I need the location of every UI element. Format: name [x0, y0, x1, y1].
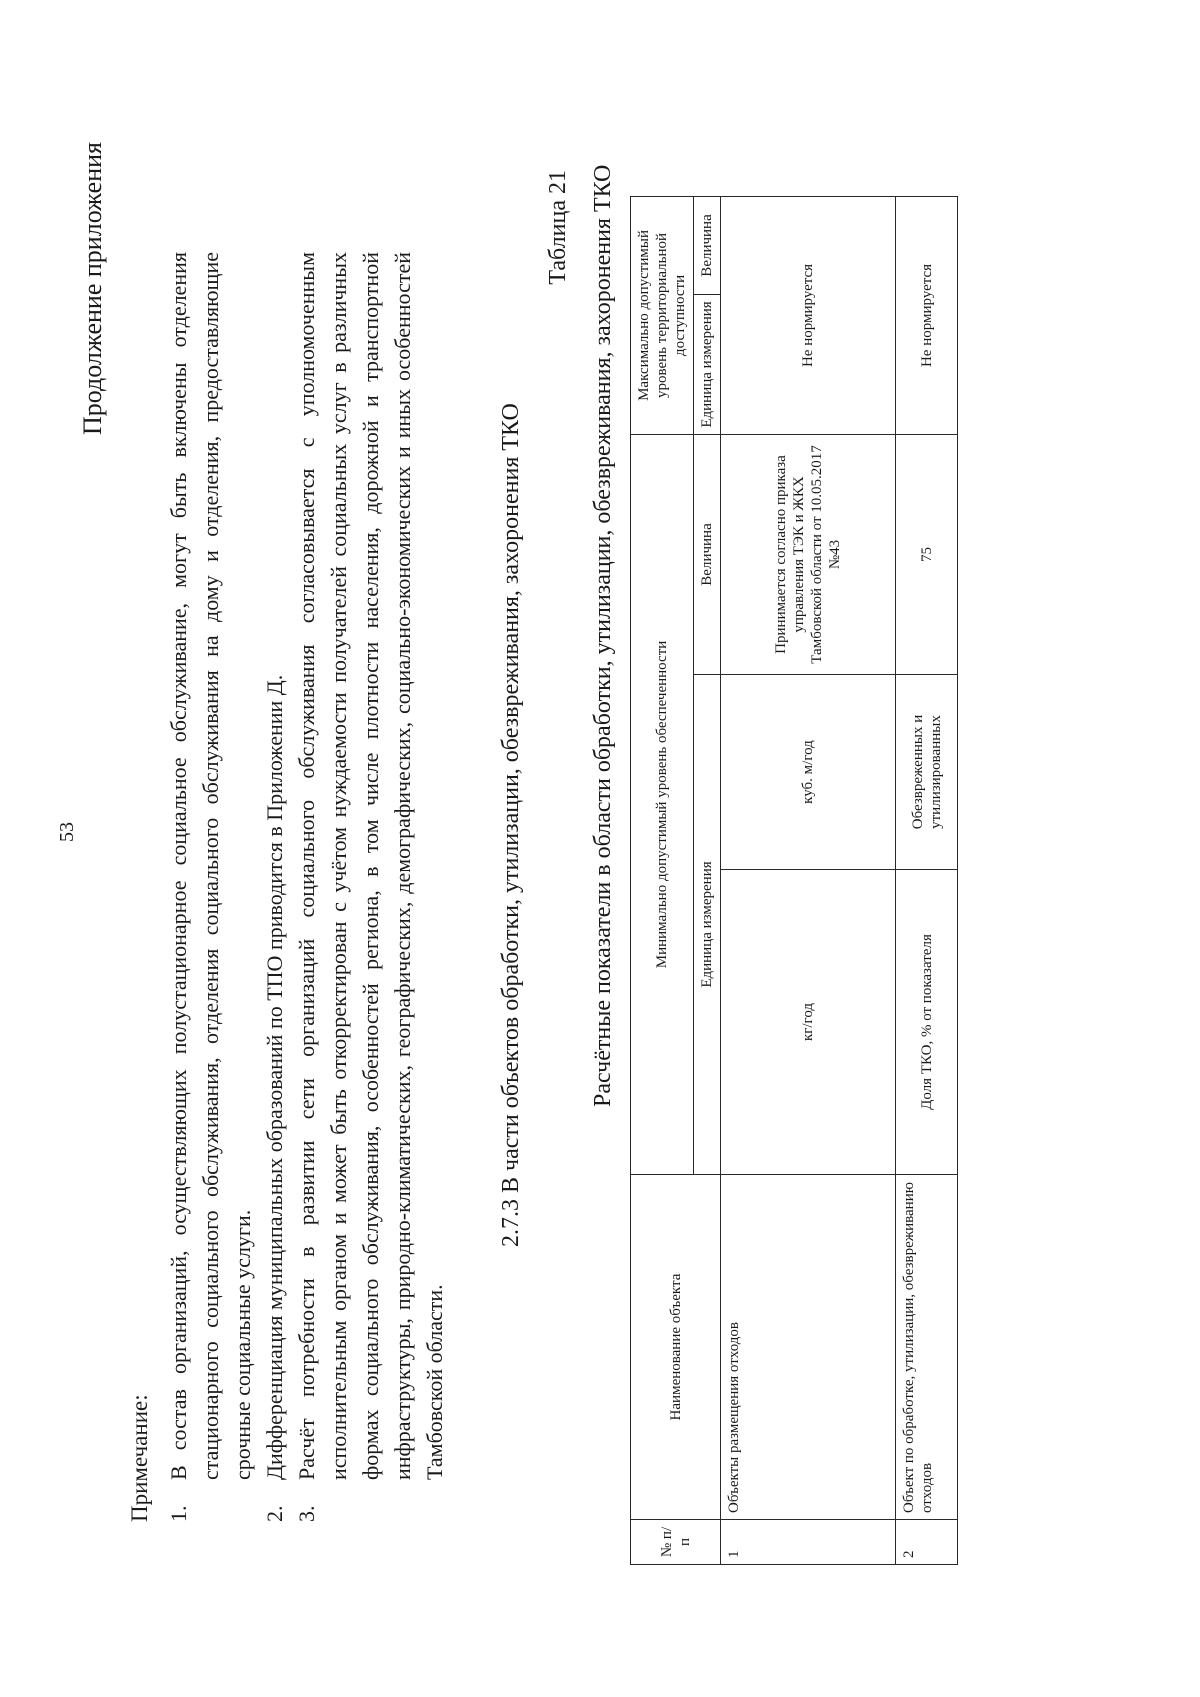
note-number: 2.	[262, 1505, 287, 1522]
table-row	[896, 196, 958, 1564]
note-number: 3.	[294, 1505, 319, 1522]
row-num: 1	[721, 1520, 896, 1565]
header-max-unit: Единица измерения	[694, 294, 721, 434]
note-text: В состав организаций, осуществляющих полустационарное социальное обслуживание, могут быть включены отделения стационарного социального обслуживания, отделения социального обслуживания на дому и отделения, предоставляющие срочные социальные услуги.	[166, 252, 255, 1480]
header-min-value: Величина	[694, 434, 721, 674]
note-text: Дифференциация муниципальных образований по ТПО приводится в Приложении Д.	[262, 674, 287, 1480]
note-item	[259, 252, 291, 1522]
row-value: Принимается согласно приказа управления ТЭК и ЖКХ Тамбовской области от 10.05.2017 №43	[721, 434, 896, 674]
row-object-name: Объект по обработке, утилизации, обезвреживанию отходов	[896, 1175, 958, 1520]
appendix-continuation-header: Продолжение приложения	[78, 142, 107, 436]
row-unit-a: кг/год	[721, 870, 896, 1175]
table-row	[721, 196, 896, 1564]
header-min-unit: Единица измерения	[694, 675, 721, 1175]
indicators-table	[630, 196, 958, 1565]
note-item	[291, 252, 451, 1522]
row-object-name: Объекты размещения отходов	[721, 1175, 896, 1520]
header-object-name: Наименование объекта	[631, 1175, 721, 1520]
notes-list	[163, 252, 451, 1522]
table-header-row	[631, 196, 694, 1564]
table-caption: Расчётные показатели в области обработки, утилизации, обезвреживания, захоронения ТКО	[590, 164, 616, 1107]
note-item	[163, 252, 259, 1522]
header-max-value: Величина	[694, 196, 721, 294]
header-max-level: Максимально допустимый уровень территориальной доступности	[631, 196, 694, 434]
header-num: № п/п	[631, 1520, 721, 1565]
table-label: Таблица 21	[545, 170, 571, 285]
note-title: Примечание:	[127, 1394, 152, 1522]
row-value: 75	[896, 434, 958, 674]
row-unit-b: Обезвреженных и утилизированных	[896, 675, 958, 870]
row-max-level: Не нормируется	[896, 196, 958, 434]
row-max-level: Не нормируется	[721, 196, 896, 434]
row-num: 2	[896, 1520, 958, 1565]
row-unit-b: куб. м/год	[721, 675, 896, 870]
row-unit-a: Доля ТКО, % от показателя	[896, 870, 958, 1175]
page-number: 53	[56, 822, 78, 842]
note-text: Расчёт потребности в развитии сети организаций социального обслуживания согласовывается с уполномоченным исполнительным органом и может быть откорректирован с учётом нуждаемости получателей социальных услуг в различных формах социального обслуживания, особенностей региона, в том числе плотности населения, дорожной и транспортной инфраструктуры, природно-климатических, географических, демографических, социально-экономических и иных особенностей Тамбовской области.	[294, 252, 447, 1480]
note-number: 1.	[166, 1505, 191, 1522]
header-min-level: Минимально допустимый уровень обеспеченности	[631, 434, 694, 1174]
section-heading: 2.7.3 В части объектов обработки, утилизации, обезвреживания, захоронения ТКО	[498, 403, 524, 1247]
